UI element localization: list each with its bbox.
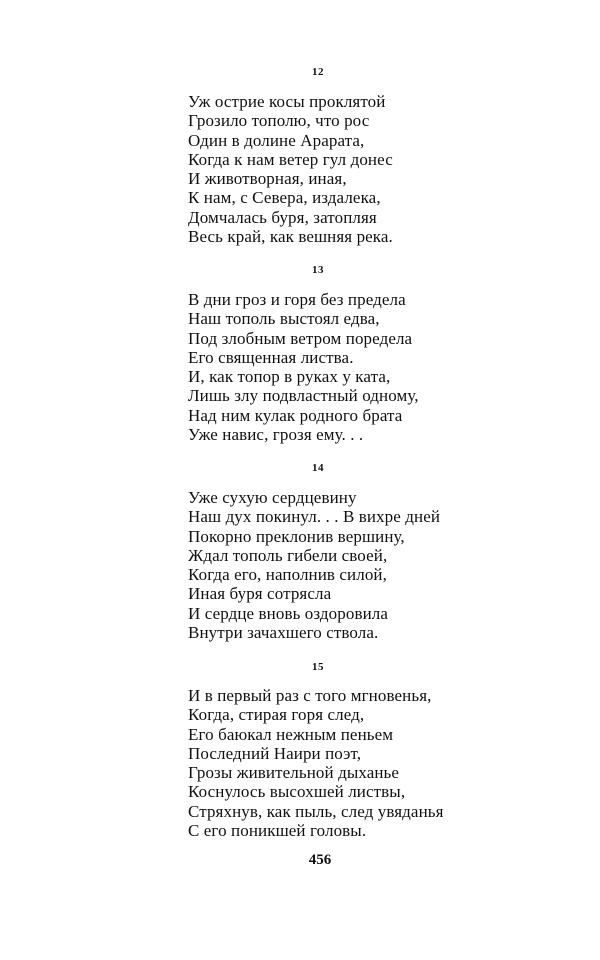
verse-line: Лишь злу подвластный одному, [188,386,419,406]
verse-line: Наш дух покинул. . . В вихре дней [188,507,441,527]
verse-line: Когда к нам ветер гул донес [188,149,393,169]
verse-line: И, как топор в руках у ката, [188,367,391,387]
stanza-15 [188,686,444,840]
stanza-13 [188,290,419,444]
stanza-number: 15 [312,661,324,673]
stanza-number: 14 [312,462,324,474]
verse-line: Покорно преклонив вершину, [188,526,405,546]
verse-line: Грозило тополю, что рос [188,111,370,131]
verse-line: В дни гроз и горя без предела [188,290,406,309]
page-number: 456 [308,852,332,868]
verse-line: Один в долине Арарата, [188,130,365,150]
verse-line: Над ним кулак родного брата [188,405,403,425]
verse-line: К нам, с Севера, издалека, [188,188,381,208]
verse-line: Коснулось высохшей листвы, [188,782,406,802]
verse-line: Уже сухую сердцевину [188,488,357,507]
verse-line: Домчалась буря, затопляя [188,207,377,227]
verse-line: Последний Наири поэт, [188,743,362,763]
stanza-14 [188,488,440,642]
verse-line: И сердце вновь оздоровила [188,603,389,623]
verse-line: Грозы живительной дыханье [188,763,400,783]
verse-line: Уж острие косы проклятой [188,92,386,111]
verse-line: И животворная, иная, [188,169,347,189]
verse-line: Весь край, как вешняя река. [188,227,393,247]
stanza-12 [188,92,393,246]
verse-line: С его поникшей головы. [188,821,367,841]
verse-line: Когда его, наполнив силой, [188,565,387,585]
verse-line: Внутри зачахшего ствола. [188,623,379,643]
verse-line: Иная буря сотрясла [188,584,332,604]
stanza-number: 13 [312,264,324,276]
verse-line: Его баюкал нежным пеньем [188,724,394,744]
verse-line: Ждал тополь гибели своей, [188,545,388,565]
verse-line: Уже навис, грозя ему. . . [188,425,364,445]
verse-line: И в первый раз с того мгновенья, [188,686,432,705]
stanza-number: 12 [312,66,324,78]
verse-line: Его священная листва. [188,347,354,367]
verse-line: Под злобным ветром поредела [188,328,413,348]
verse-line: Стряхнув, как пыль, след увяданья [188,801,444,821]
verse-line: Наш тополь выстоял едва, [188,309,380,329]
verse-line: Когда, стирая горя след, [188,705,365,725]
